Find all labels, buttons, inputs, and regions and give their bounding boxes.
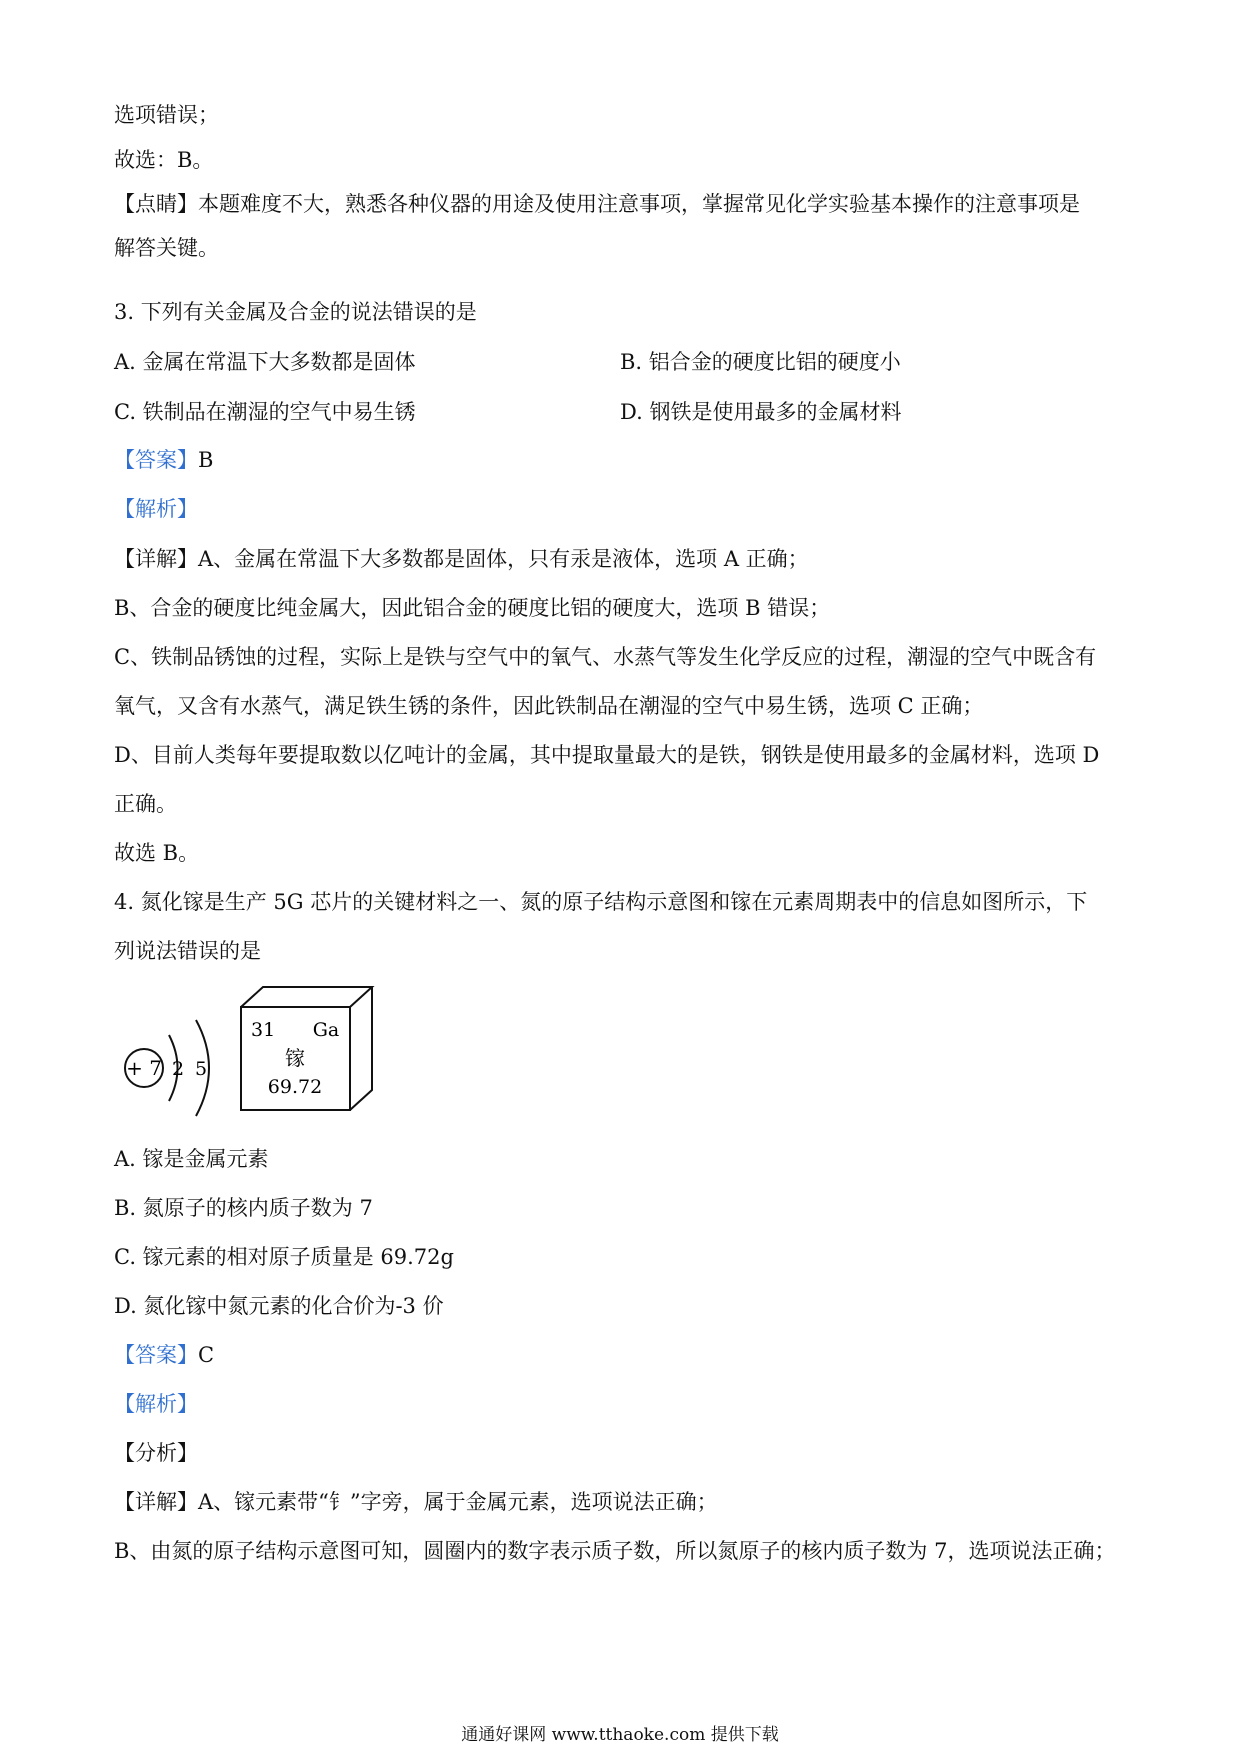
atom-and-element-figure [114,985,394,1125]
answer-value: B [198,448,214,472]
q3-option-d: D. 钢铁是使用最多的金属材料 [620,400,902,424]
answer-tag: 【答案】 [114,448,198,472]
q3-option-a: A. 金属在常温下大多数都是固体 [114,350,416,374]
element-box-top [241,987,372,1007]
answer-tag: 【答案】 [114,1343,198,1367]
text-line: 故选 B。 [114,841,200,865]
question-4: 4. 氮化镓是生产 5G 芯片的关键材料之一、氮的原子结构示意图和镓在元素周期表中的信息如图所示，下 [114,890,1088,914]
text-line: D、目前人类每年要提取数以亿吨计的金属，其中提取量最大的是铁，钢铁是使用最多的金属材料，选项 D [114,743,1100,767]
atomic-mass: 69.72 [267,1076,323,1098]
answer-4 [114,1341,214,1369]
q4-option-d: D. 氮化镓中氮元素的化合价为-3 价 [114,1294,444,1318]
text-line: 【点睛】本题难度不大，熟悉各种仪器的用途及使用注意事项，掌握常见化学实验基本操作的注意事项是 [114,192,1080,216]
element-name: 镓 [285,1046,305,1070]
text-line: 氧气，又含有水蒸气，满足铁生锈的条件，因此铁制品在潮湿的空气中易生锈，选项 C 正确； [114,694,984,718]
text-line: 【详解】A、金属在常温下大多数都是固体，只有汞是液体，选项 A 正确； [114,547,809,571]
text-line: 解答关键。 [114,236,219,260]
shell-1-electrons: 2 [171,1058,185,1080]
answer-value: C [198,1343,215,1367]
page-footer: 通通好课网 www.tthaoke.com 提供下载 [461,1725,779,1745]
q4-option-c: C. 镓元素的相对原子质量是 69.72g [114,1245,454,1269]
text-line: 列说法错误的是 [114,939,261,963]
text-line: 【详解】A、镓元素带“钅”字旁，属于金属元素，选项说法正确； [114,1490,718,1514]
analysis-tag: 【解析】 [114,497,198,521]
text-line: B、合金的硬度比纯金属大，因此铝合金的硬度比铝的硬度大，选项 B 错误； [114,596,831,620]
section-tag: 【分析】 [114,1441,198,1465]
text-line: C、铁制品锈蚀的过程，实际上是铁与空气中的氧气、水蒸气等发生化学反应的过程，潮湿的空气中既含有 [114,645,1097,669]
text-line: B、由氮的原子结构示意图可知，圆圈内的数字表示质子数，所以氮原子的核内质子数为 7，选项说法正确； [114,1539,1116,1563]
shell-2-electrons: 5 [194,1058,208,1080]
nucleus-charge: + 7 [126,1056,162,1080]
text-line: 选项错误； [114,103,219,127]
question-3: 3. 下列有关金属及合金的说法错误的是 [114,300,477,324]
q4-option-a: A. 镓是金属元素 [114,1147,269,1171]
text-line: 故选：B。 [114,148,214,172]
atomic-number: 31 [251,1019,276,1041]
element-box-side [350,987,372,1110]
analysis-tag: 【解析】 [114,1392,198,1416]
q3-option-b: B. 铝合金的硬度比铝的硬度小 [620,350,901,374]
answer-3 [114,446,213,474]
q4-option-b: B. 氮原子的核内质子数为 7 [114,1196,373,1220]
text-line: 正确。 [114,792,177,816]
figure-svg [114,985,394,1125]
q3-option-c: C. 铁制品在潮湿的空气中易生锈 [114,400,416,424]
element-symbol: Ga [312,1019,340,1041]
